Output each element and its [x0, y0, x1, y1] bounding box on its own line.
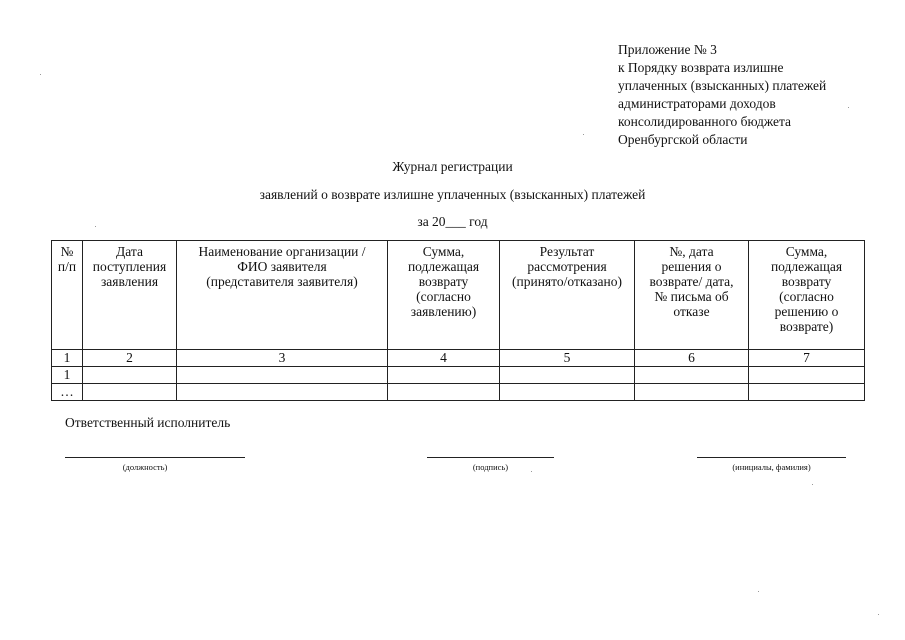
- table-cell: [635, 384, 749, 401]
- appendix-line: Оренбургской области: [618, 132, 748, 147]
- header-number: [52, 241, 83, 350]
- scan-speck: [758, 591, 759, 592]
- header-line: решению о: [774, 304, 839, 319]
- table-row: [52, 367, 865, 384]
- header-line: ФИО заявителя: [237, 259, 327, 274]
- header-line: Результат: [539, 244, 595, 259]
- header-line: (согласно: [779, 289, 834, 304]
- appendix-line: Приложение № 3: [618, 42, 717, 57]
- scan-speck: [848, 107, 849, 108]
- header-line: (согласно: [416, 289, 471, 304]
- scan-speck: [878, 614, 879, 615]
- appendix-block: [618, 41, 878, 149]
- position-line: [65, 457, 245, 458]
- journal-subtitle: заявлений о возврате излишне уплаченных (взысканных) платежей: [259, 187, 646, 202]
- table-cell: 1: [52, 350, 83, 367]
- header-line: Сумма,: [422, 244, 465, 259]
- header-line: №, дата: [669, 244, 714, 259]
- header-line: возврату: [418, 274, 469, 289]
- header-line: Сумма,: [785, 244, 828, 259]
- header-line: заявлению): [410, 304, 477, 319]
- table-row: [52, 350, 865, 367]
- header-line: № письма об: [654, 289, 729, 304]
- table-cell: 7: [749, 350, 865, 367]
- header-result: [500, 241, 635, 350]
- scan-speck: [583, 134, 584, 135]
- position-caption: (должность): [122, 462, 168, 472]
- name-line: [697, 457, 846, 458]
- responsible-executor-label: Ответственный исполнитель: [65, 415, 231, 430]
- header-line: Наименование организации /: [198, 244, 366, 259]
- header-line: п/п: [57, 259, 77, 274]
- header-line: возврате): [779, 319, 834, 334]
- scan-speck: [40, 74, 41, 75]
- journal-year: за 20___ год: [417, 214, 488, 229]
- header-amount-claimed: [388, 241, 500, 350]
- table-cell: [749, 384, 865, 401]
- table-cell: 5: [500, 350, 635, 367]
- registration-table: [51, 240, 865, 401]
- table-cell: 3: [177, 350, 388, 367]
- header-line: отказе: [673, 304, 710, 319]
- header-line: (представителя заявителя): [206, 274, 358, 289]
- appendix-line: консолидированного бюджета: [618, 114, 792, 129]
- scan-speck: [95, 226, 96, 227]
- header-line: (принято/отказано): [512, 274, 622, 289]
- header-organization: [177, 241, 388, 350]
- appendix-line: уплаченных (взысканных) платежей: [618, 78, 827, 93]
- appendix-line: администраторами доходов: [618, 96, 776, 111]
- table-cell: [177, 384, 388, 401]
- header-line: №: [60, 244, 74, 259]
- table-cell: [177, 367, 388, 384]
- table-cell: [635, 367, 749, 384]
- header-line: поступления: [92, 259, 167, 274]
- header-line: подлежащая: [770, 259, 843, 274]
- scan-speck: [812, 484, 813, 485]
- table-cell: [500, 367, 635, 384]
- table-cell: [83, 367, 177, 384]
- table-cell: [749, 367, 865, 384]
- header-line: решения о: [661, 259, 722, 274]
- header-line: возврате/ дата,: [649, 274, 734, 289]
- appendix-line: к Порядку возврата излишне: [618, 60, 784, 75]
- scan-speck: [531, 471, 532, 472]
- table-cell: 2: [83, 350, 177, 367]
- table-cell: 6: [635, 350, 749, 367]
- header-line: подлежащая: [407, 259, 480, 274]
- header-line: заявления: [100, 274, 159, 289]
- header-line: возврату: [781, 274, 832, 289]
- header-date: [83, 241, 177, 350]
- table-cell: 4: [388, 350, 500, 367]
- journal-title: Журнал регистрации: [392, 159, 513, 174]
- header-line: рассмотрения: [527, 259, 607, 274]
- table-header-row: [52, 241, 865, 350]
- table-row: [52, 384, 865, 401]
- header-amount-decided: [749, 241, 865, 350]
- signature-line: [427, 457, 554, 458]
- header-line: Дата: [116, 244, 143, 259]
- table-cell: [388, 367, 500, 384]
- table-cell: …: [52, 384, 83, 401]
- signature-caption: (подпись): [472, 462, 509, 472]
- table-cell: [83, 384, 177, 401]
- table-cell: [388, 384, 500, 401]
- table-cell: [500, 384, 635, 401]
- name-caption: (инициалы, фамилия): [732, 462, 811, 472]
- header-decision: [635, 241, 749, 350]
- table-cell: 1: [52, 367, 83, 384]
